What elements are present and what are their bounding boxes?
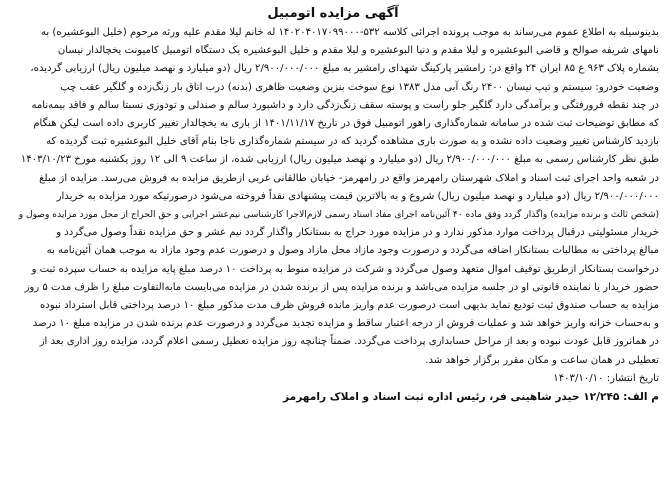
body-line: (شخص ثالث و برنده مزایده) واگذار گردد وفق ماده ۴۰ آئین‌نامه اجرای مفاد اسناد رسمی لازم‌الاجرا کارشناسی نیم‌عشر اجرایی و حق الحراج از محل مورد مزایده وصول و	[18, 210, 659, 221]
signature-line: م الف: ۱۲/۲۴۵ حیدر شاهینی فر، رئیس اداره ثبت اسناد و املاک رامهرمز	[283, 390, 659, 403]
publish-date: تاریخ انتشار: ۱۴۰۳/۱۰/۱۰	[553, 372, 659, 384]
body-line: حضور خریدار یا نماینده قانونی او در جلسه مزایده می‌باشد و برنده مزایده پس از برنده شدن در مزایده می‌بایست مابه‌التفاوت مبلغ را ظرف مدت ۵ روز	[24, 281, 659, 293]
notice-title: آگهی مزایده اتومبیل	[267, 6, 399, 21]
body-line: که مطابق توضیحات ثبت شده در سامانه شماره‌گذاری راهور اتومبیل فوق در تاریخ ۱۴۰۱/۱۱/۱۷ از باری به یخچالدار تغییر کاربری داده است لیکن هنگام	[33, 118, 659, 130]
body-line: در شعبه واحد اجرای ثبت اسناد و املاک شهرستان رامهرمز واقع در رامهرمز- خیابان طالقانی غربی ازطریق مزایده به فروش می‌رسد. مزایده از مبلغ	[39, 172, 659, 184]
body-line: نامهای شریفه صوالح و قاضی البوعشیره و لیلا مقدم و دنیا البوعشیره و لیلا مقدم و خلیل البوعشیره یک دستگاه اتومبیل کامیونت یخچالدار نیسان	[57, 45, 659, 57]
body-line: در چند نقطه فرورفتگی و برآمدگی دارد گلگیر جلو راست و پوسته سقف زنگ‌زدگی دارد و داشبورد سالم و صندلی و تودوزی نسبتا سالم و فاقد بیمه‌نامه	[31, 99, 659, 111]
body-line: مبالغ پرداختی به مطالبات بستانکار اضافه می‌گردد و درصورت وجود مازاد محل مازاد وصول و درصورت عدم وجود مازاد به موجب همان آئین‌نامه به	[46, 245, 659, 257]
body-line: و به‌حساب خزانه واریز خواهد شد و عملیات فروش از درجه اعتبار ساقط و مزایده تجدید می‌گردد و درصورت عدم برنده شدن در مزایده مبلغ ۱۰ درصد	[32, 318, 659, 330]
body-line: در همانروز قابل عودت نبوده و بعد از مراحل حسابداری پرداخت می‌گردد. ضمناً چنانچه روز مزایده تعطیل رسمی اعلام گردد، مزایده روز اداری بعد از	[39, 336, 659, 348]
body-line: بازدید کارشناس تغییر وضعیت داده نشده و به صورت باری مشاهده گردید که در سیستم شماره‌گذاری ناجا بنام آقای خلیل البوعشیره ثبت گردیده که	[46, 136, 659, 148]
body-line: بدینوسیله به اطلاع عموم می‌رساند به موجب پرونده اجرائی کلاسه ۵۳۲-۱۴۰۲۰۴۰۱۷۰۹۹۰۰۰ له خانم لیلا مقدم علیه ورثه مرحوم (خلیل البوعشیره) به	[40, 27, 659, 38]
body-line: ۲/۹۰۰/۰۰۰/۰۰۰ ریال (دو میلیارد و نهصد میلیون ریال) شروع و به بالاترین قیمت پیشنهادی نقداً فروخته می‌شود درصورتیکه مورد مزایده به خریدار	[56, 190, 659, 202]
body-line: بشماره پلاک ۹۶۳ ع ۸۵ ایران ۲۴ واقع در: رامشیر پارکینگ شهدای رامشیر به مبلغ ۲/۹۰۰/۰۰۰/۰۰۰ ریال (دو میلیارد و نهصد میلیون ریال) ارزیابی گردیده،	[30, 63, 659, 75]
body-line: درخواست بستانکار ازطریق توقیف اموال متعهد وصول می‌گردد و شرکت در مزایده منوط به پرداخت ۱۰ درصد مبلغ پایه مزایده به حساب سپرده ثبت و	[31, 263, 659, 275]
body-line: خریدار مسئولیتی درقبال پرداخت موارد مذکور ندارد و در مزایده مورد حراج به بستانکار واگذار گردد نیم عشر و حق مزایده نقداً وصول می‌گردد و	[56, 227, 659, 239]
body-line: طبق نظر کارشناس رسمی به مبلغ ۲/۹۰۰/۰۰۰/۰۰۰ ریال (دو میلیارد و نهصد میلیون ریال) ارزیابی شده، از ساعت ۹ الی ۱۲ روز یکشنبه مورخ ۱۴۰۳/۱۰/۲۳	[20, 154, 659, 166]
notice-body	[7, 24, 659, 370]
body-line: مزایده به حساب صندوق ثبت تودیع نماید بدیهی است درصورت عدم واریز مانده فروش ظرف مدت مذکور مبلغ ۱۰ درصد پرداختی قابل استرداد نبوده	[40, 300, 659, 312]
body-line: تعطیلی در همان ساعت و مکان مقرر برگزار خواهد شد.	[425, 354, 659, 366]
body-line: وضعیت خودرو: سیستم و تیپ نیسان ۲۴۰۰ رنگ آبی مدل ۱۳۸۳ نوع سوخت بنزین وضعیت ظاهری (بدنه) درب اتاق بار زنگ‌زده و گلگیر عقب چپ	[60, 81, 659, 93]
